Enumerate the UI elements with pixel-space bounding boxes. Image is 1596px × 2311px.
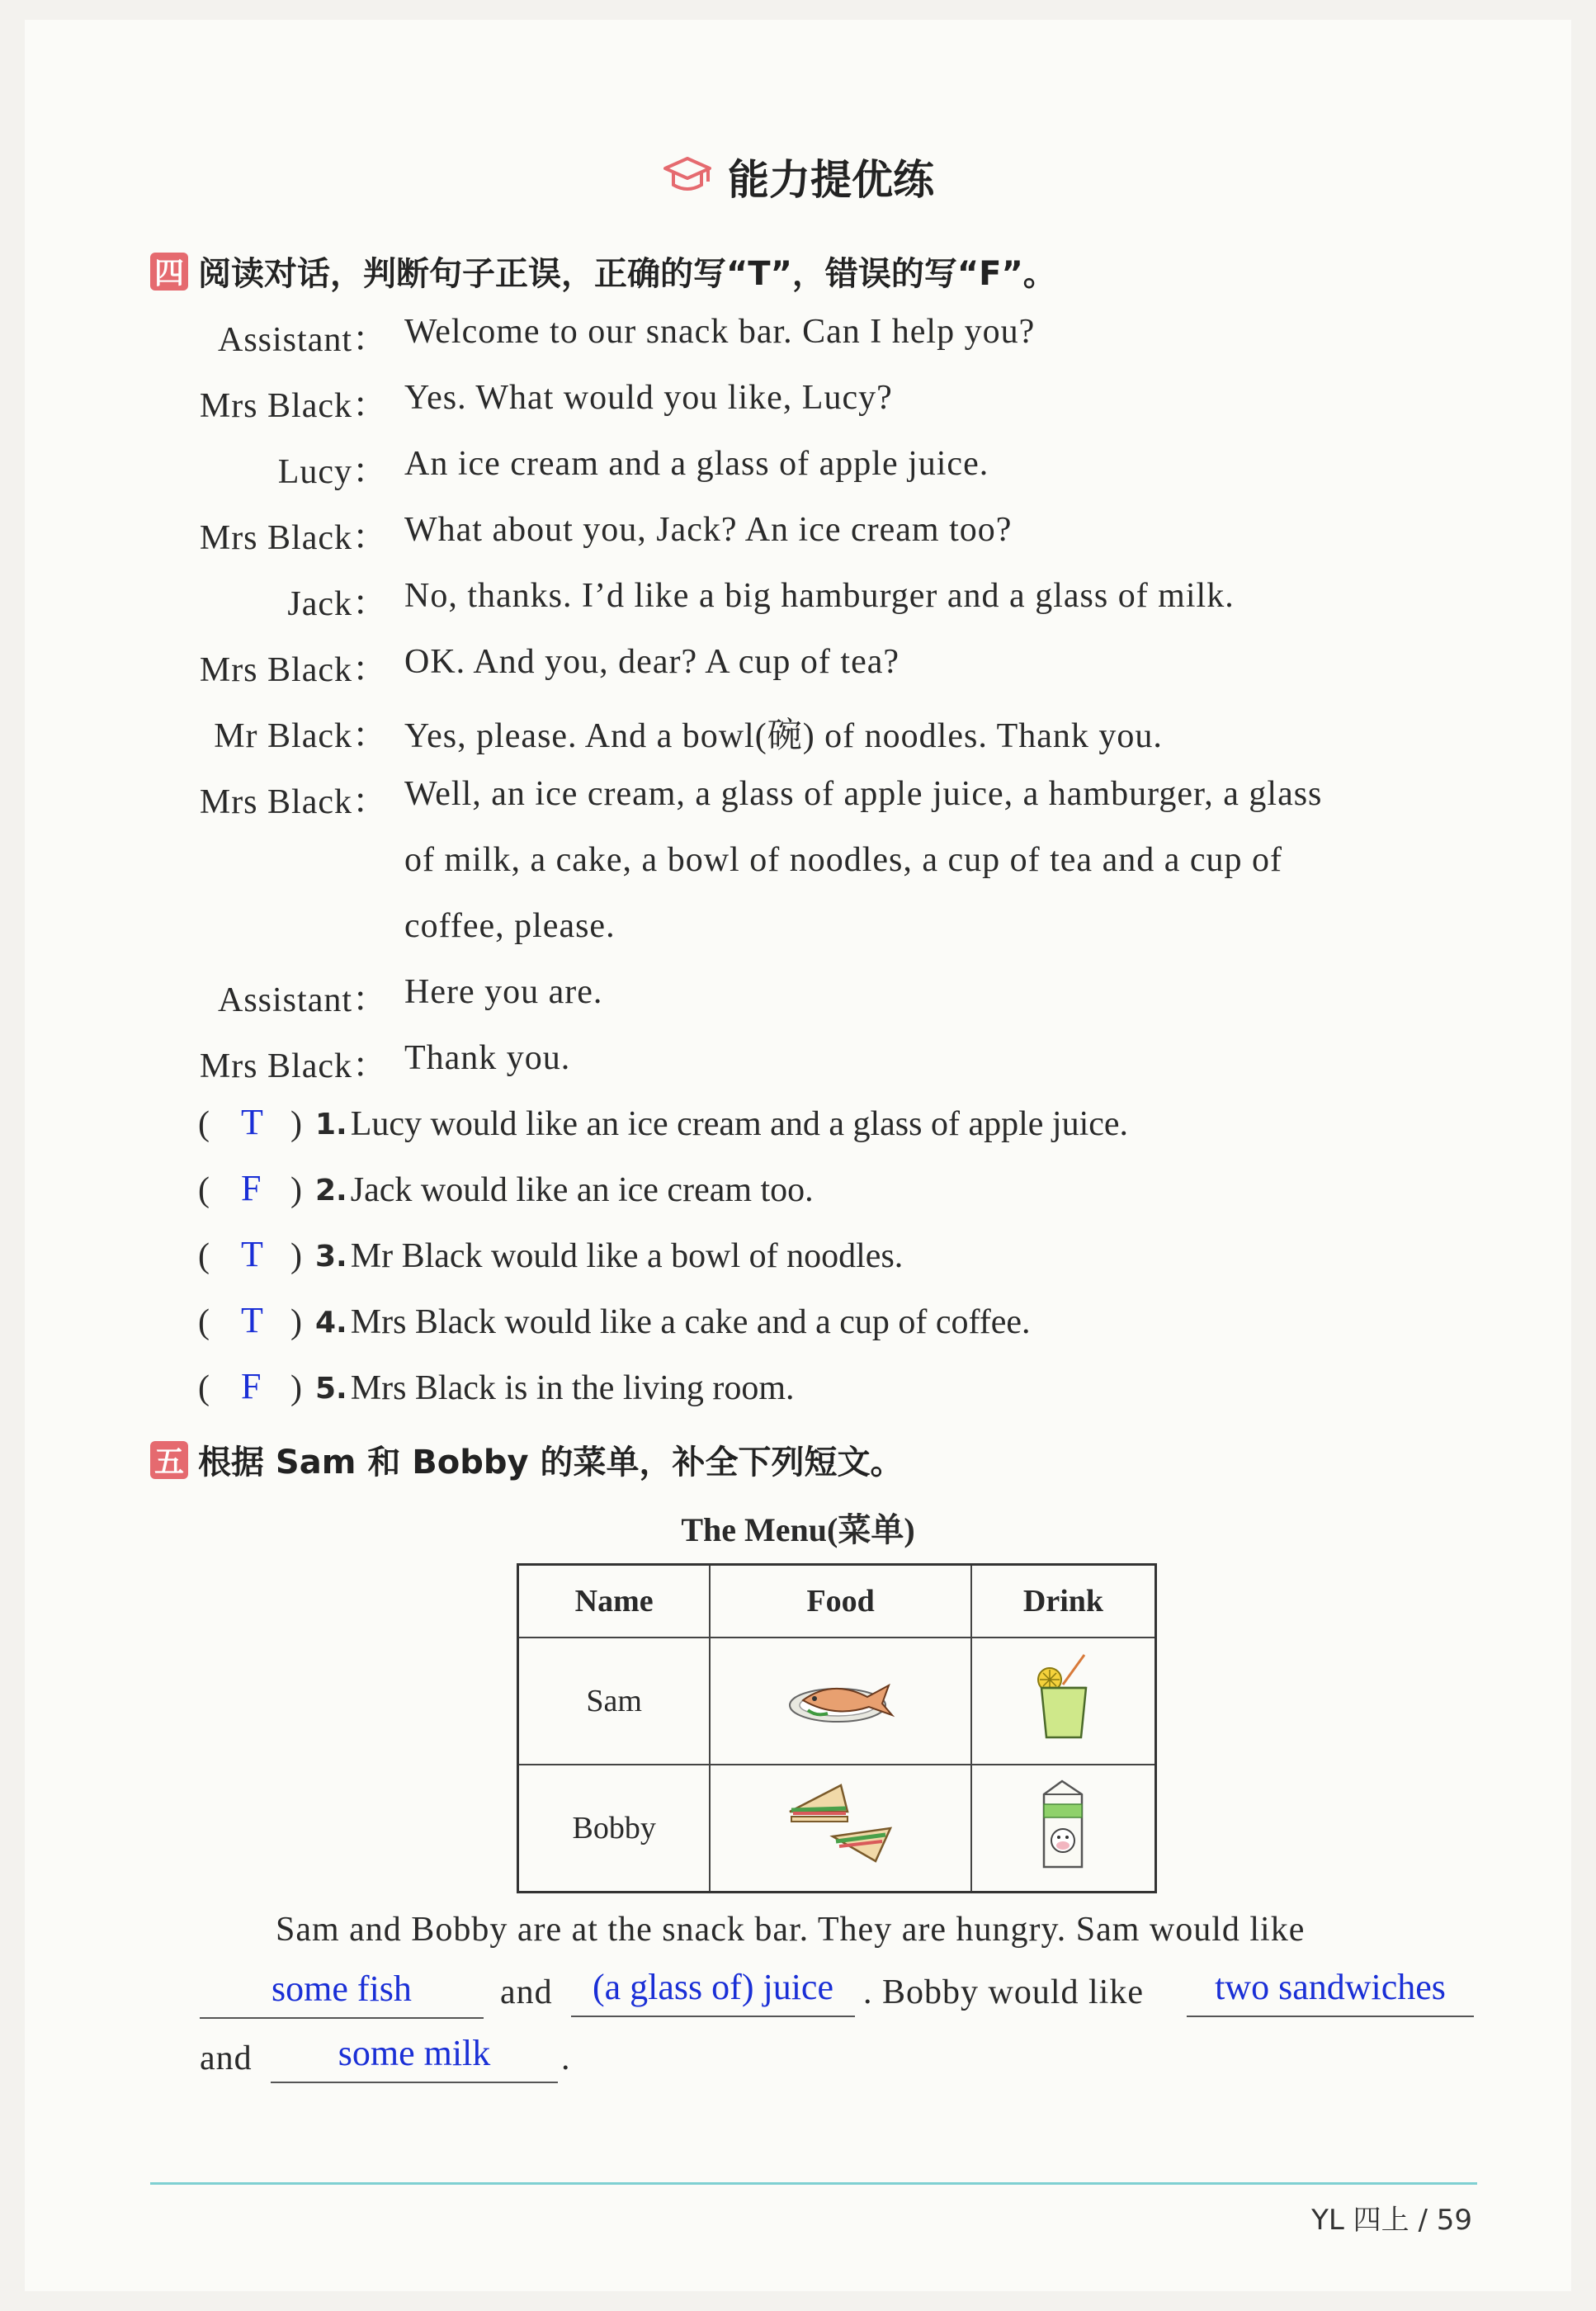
speaker: Mrs Black：	[199, 651, 388, 689]
blank-underline[interactable]	[200, 2017, 484, 2019]
passage-end: .	[561, 2039, 571, 2077]
passage-segment: . Bobby would like	[863, 1973, 1144, 2011]
speaker: Mrs Black：	[199, 387, 388, 425]
question-number: 4.	[315, 1305, 347, 1340]
question-row	[198, 1236, 903, 1276]
paren-open: (	[198, 1237, 210, 1275]
dialogue-line	[0, 312, 1596, 358]
paren-open: (	[198, 1171, 210, 1209]
drink-cell	[971, 1765, 1156, 1893]
answer-blank[interactable]	[198, 1368, 304, 1408]
dialogue-line	[0, 444, 1596, 490]
question-text: Mr Black would like a bowl of noodles.	[350, 1237, 904, 1275]
question-number: 3.	[315, 1239, 347, 1274]
sandwiches-icon	[783, 1779, 899, 1869]
utterance-continued: coffee, please.	[404, 907, 616, 945]
juice-glass-icon	[1030, 1652, 1096, 1742]
answer-blank[interactable]	[198, 1170, 304, 1210]
blank-answer: some milk	[338, 2033, 491, 2073]
answer: F	[241, 1168, 262, 1208]
paren-close: )	[290, 1369, 302, 1407]
question-row	[198, 1104, 1128, 1144]
question-number: 1.	[315, 1107, 347, 1141]
table-row	[518, 1638, 1156, 1765]
paren-open: (	[198, 1303, 210, 1341]
utterance: An ice cream and a glass of apple juice.	[404, 445, 989, 483]
dialogue-line	[0, 906, 1596, 952]
column-header: Drink	[971, 1565, 1156, 1638]
dialogue-line	[0, 576, 1596, 622]
section-4-heading	[150, 248, 1056, 295]
blank-answer: some fish	[272, 1968, 412, 2009]
blank-underline[interactable]	[571, 2016, 855, 2017]
utterance: Well, an ice cream, a glass of apple juice, a hamburger, a glass	[404, 775, 1323, 813]
milk-carton-icon	[1034, 1775, 1092, 1874]
section-5-heading	[150, 1436, 904, 1483]
dialogue-line	[0, 840, 1596, 886]
answer-blank[interactable]	[198, 1104, 304, 1144]
section-4-badge: 四	[150, 253, 188, 291]
dialogue-line	[0, 972, 1596, 1018]
answer: T	[241, 1102, 263, 1142]
speaker: Mrs Black：	[199, 1047, 388, 1085]
question-text: Mrs Black is in the living room.	[350, 1369, 795, 1407]
paren-close: )	[290, 1303, 302, 1341]
dialogue-line	[0, 378, 1596, 424]
answer: F	[241, 1366, 262, 1406]
table-row	[518, 1765, 1156, 1893]
answer-blank[interactable]	[198, 1236, 304, 1276]
blank-answer: (a glass of) juice	[593, 1967, 833, 2007]
passage-line: Sam and Bobby are at the snack bar. They are hungry. Sam would like	[276, 1911, 1306, 1949]
speaker: Mr Black：	[214, 717, 388, 755]
speaker: Assistant：	[217, 321, 388, 359]
utterance: No, thanks. I’d like a big hamburger and a glass of milk.	[404, 577, 1235, 615]
section-4-instruction: 阅读对话，判断句子正误，正确的写“T”，错误的写“F”。	[198, 255, 1056, 293]
utterance: Here you are.	[404, 973, 603, 1011]
question-text: Lucy would like an ice cream and a glass of apple juice.	[350, 1105, 1129, 1143]
dialogue-line	[0, 642, 1596, 688]
answer-blank[interactable]	[198, 1302, 304, 1342]
paren-close: )	[290, 1171, 302, 1209]
menu-title: The Menu(菜单)	[681, 1511, 915, 1548]
paren-open: (	[198, 1369, 210, 1407]
page-number: YL 四上 / 59	[1311, 2204, 1472, 2237]
page-header	[0, 147, 1596, 206]
speaker: Mrs Black：	[199, 783, 388, 821]
drink-cell	[971, 1638, 1156, 1765]
question-text: Jack would like an ice cream too.	[350, 1171, 814, 1209]
utterance: Welcome to our snack bar. Can I help you?	[404, 313, 1036, 351]
utterance: OK. And you, dear? A cup of tea?	[404, 643, 900, 681]
speaker: Mrs Black：	[199, 519, 388, 557]
footer-divider	[150, 2182, 1477, 2185]
utterance: What about you, Jack? An ice cream too?	[404, 511, 1013, 549]
section-5-badge: 五	[150, 1441, 188, 1479]
table-header-row	[518, 1565, 1156, 1638]
question-row	[198, 1368, 795, 1408]
dialogue-line	[0, 510, 1596, 556]
blank-underline[interactable]	[1187, 2016, 1474, 2017]
question-row	[198, 1302, 1030, 1342]
blank-underline[interactable]	[271, 2082, 558, 2083]
passage-word: and	[200, 2039, 253, 2077]
section-5-instruction: 根据 Sam 和 Bobby 的菜单，补全下列短文。	[198, 1444, 904, 1482]
paren-close: )	[290, 1237, 302, 1275]
question-number: 2.	[315, 1173, 347, 1207]
utterance: Thank you.	[404, 1039, 571, 1077]
column-header: Name	[518, 1565, 711, 1638]
utterance-continued: of milk, a cake, a bowl of noodles, a cup of tea and a cup of	[404, 841, 1282, 879]
speaker: Jack：	[287, 585, 388, 623]
speaker: Lucy：	[277, 453, 388, 491]
name-cell: Sam	[518, 1638, 711, 1765]
name-cell: Bobby	[518, 1765, 711, 1893]
food-cell	[710, 1638, 971, 1765]
dialogue-line	[0, 774, 1596, 820]
answer: T	[241, 1300, 263, 1340]
paren-close: )	[290, 1105, 302, 1143]
blank-answer: two sandwiches	[1215, 1967, 1446, 2007]
utterance: Yes. What would you like, Lucy?	[404, 379, 893, 417]
fish-plate-icon	[783, 1664, 899, 1730]
utterance: Yes, please. And a bowl(碗) of noodles. Thank you.	[404, 717, 1163, 755]
column-header: Food	[710, 1565, 971, 1638]
speaker: Assistant：	[217, 981, 388, 1019]
dialogue-line	[0, 1038, 1596, 1085]
question-text: Mrs Black would like a cake and a cup of coffee.	[350, 1303, 1031, 1341]
paren-open: (	[198, 1105, 210, 1143]
passage-word: and	[500, 1973, 553, 2011]
food-cell	[710, 1765, 971, 1893]
question-row	[198, 1170, 814, 1210]
answer: T	[241, 1234, 263, 1274]
graduation-cap-icon	[662, 155, 713, 198]
menu-table	[517, 1563, 1157, 1893]
question-number: 5.	[315, 1371, 347, 1406]
page-title: 能力提优练	[728, 156, 934, 204]
dialogue-line	[0, 708, 1596, 754]
